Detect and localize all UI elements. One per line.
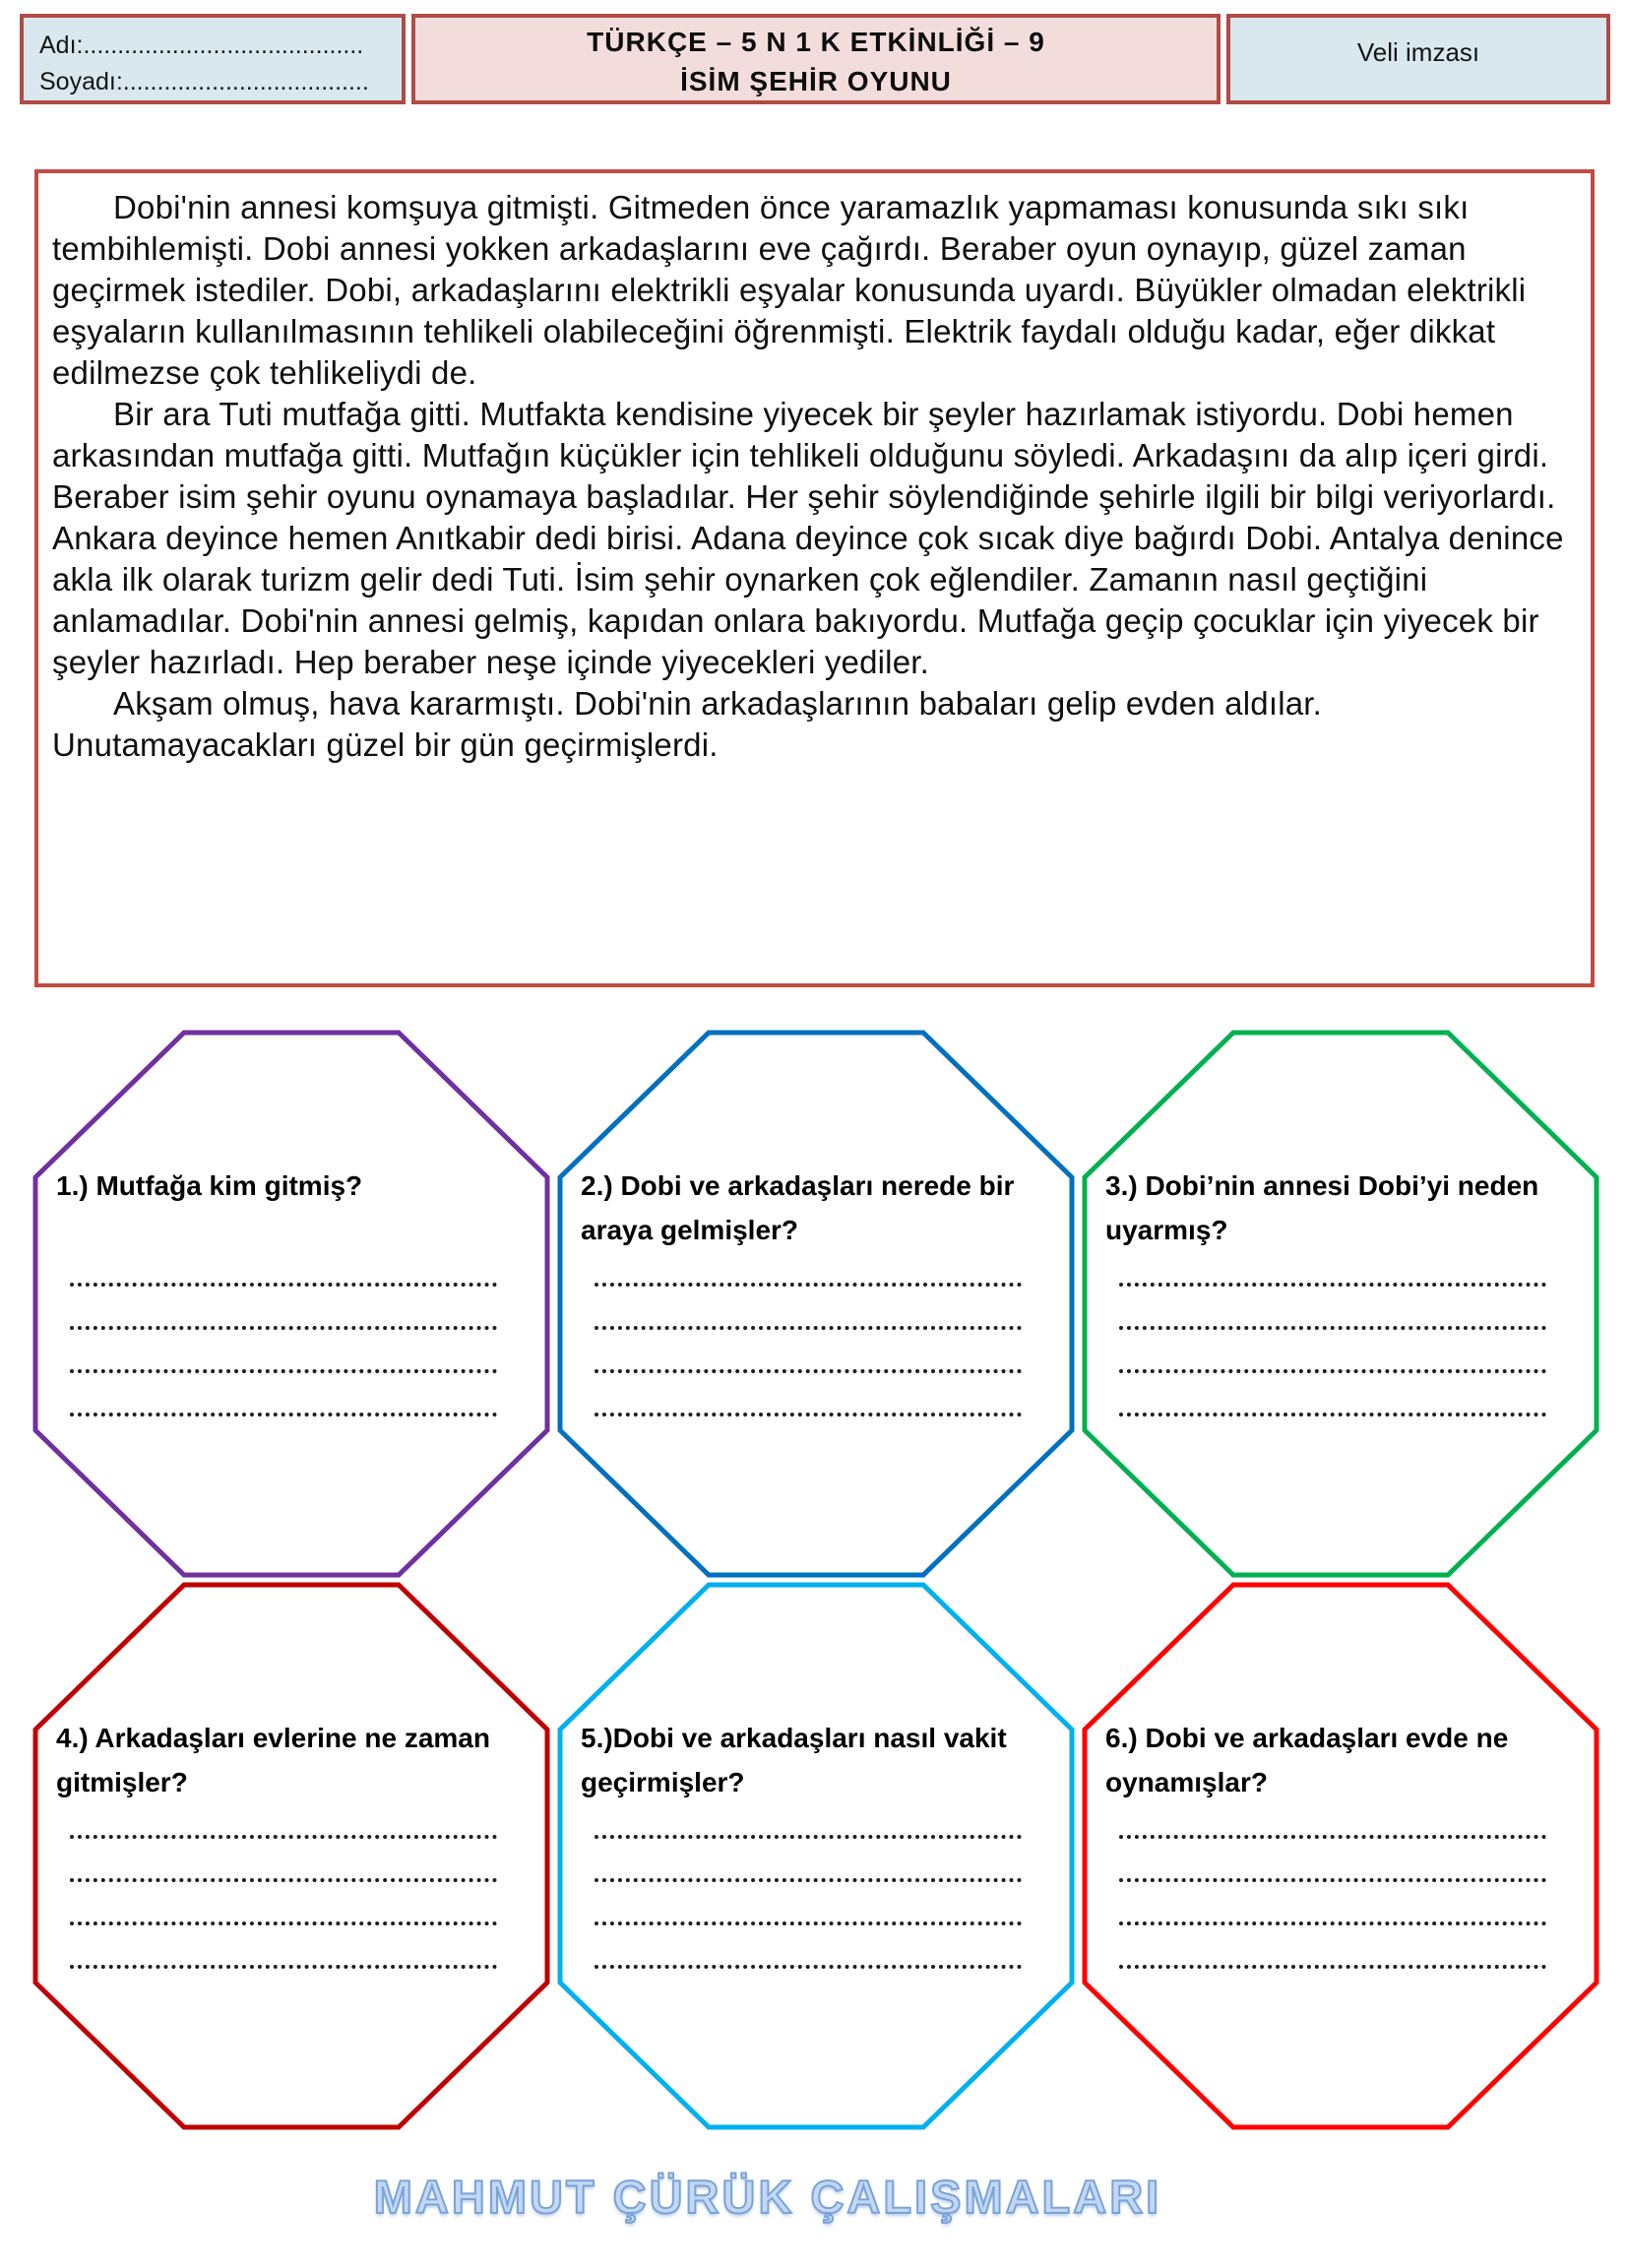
answer-line[interactable] (70, 1873, 497, 1882)
story-paragraph: Dobi'nin annesi komşuya gitmişti. Gitmeden önce yaramazlık yapmaması konusunda sıkı sıkı tembihlemişti. Dobi annesi yokken arkadaşlarını eve çağırdı. Beraber oyun oynayıp, güzel zaman geçirmek istediler. Dobi, arkadaşlarını elektrikli eşyalar konusunda uyardı. Büyükler olmadan elektrikli eşyaların kullanılmasının tehlikeli olabileceğini öğrenmişti. Elektrik faydalı olduğu kadar, eğer dikkat edilmezse çok tehlikeliydi de. (52, 189, 1527, 391)
answer-line[interactable] (595, 1960, 1022, 1969)
question-label: 4.) Arkadaşları evlerine ne zaman gitmişler? (56, 1723, 490, 1797)
answer-line[interactable] (1119, 1321, 1546, 1330)
question-octagon-2 (557, 1030, 1075, 1578)
answer-line[interactable] (70, 1278, 497, 1287)
question-octagon-1 (32, 1030, 550, 1578)
story-paragraph: Akşam olmuş, hava kararmıştı. Dobi'nin arkadaşlarının babaları gelip evden aldılar. Unutamayacakları güzel bir gün geçirmişlerdi. (52, 685, 1323, 763)
story-paragraph: Bir ara Tuti mutfağa gitti. Mutfakta kendisine yiyecek bir şeyler hazırlamak istiyordu. Dobi hemen arkasından mutfağa gitti. Mutfağın küçükler için tehlikeli olduğunu söyledi. Arkadaşını da alıp içeri girdi. Beraber isim şehir oyunu oynamaya başladılar. Her şehir söylendiğinde şehirle ilgili bir bilgi veriyorlardı. Ankara deyince hemen Anıtkabir dedi birisi. Adana deyince çok sıcak diye bağırdı Dobi. Antalya denince akla ilk olarak turizm gelir dedi Tuti. İsim şehir oynarken çok eğlendiler. Zamanın nasıl geçtiğini anlamadılar. Dobi'nin annesi gelmiş, kapıdan onlara bakıyordu. Mutfağa geçip çocuklar için yiyecek bir şeyler hazırladı. Hep beraber neşe içinde yiyecekleri yediler. (52, 396, 1564, 680)
answer-line[interactable] (70, 1917, 497, 1925)
credit-text: MAHMUT ÇÜRÜK ÇALIŞMALARI (373, 2171, 1162, 2223)
octagon-outline (32, 1582, 550, 2130)
answer-line[interactable] (595, 1278, 1022, 1287)
answer-line[interactable] (595, 1321, 1022, 1330)
answer-line[interactable] (1119, 1278, 1546, 1287)
answer-line[interactable] (1119, 1917, 1546, 1925)
answer-line[interactable] (70, 1408, 497, 1417)
answer-line[interactable] (70, 1321, 497, 1330)
answer-line[interactable] (1119, 1830, 1546, 1839)
parent-signature-label: Veli imzası (1356, 37, 1480, 67)
question-label: 1.) Mutfağa kim gitmiş? (56, 1170, 363, 1201)
answer-line[interactable] (1119, 1408, 1546, 1417)
answer-line[interactable] (595, 1364, 1022, 1373)
octagon-outline (557, 1582, 1075, 2130)
worksheet-title: TÜRKÇE – 5 N 1 K ETKİNLİĞİ – 9 (587, 27, 1045, 57)
octagon-outline (32, 1030, 550, 1578)
answer-line[interactable] (1119, 1960, 1546, 1969)
answer-line[interactable] (595, 1408, 1022, 1417)
answer-line[interactable] (70, 1364, 497, 1373)
octagon-outline (557, 1030, 1075, 1578)
answer-line[interactable] (70, 1830, 497, 1839)
question-label: 2.) Dobi ve arkadaşları nerede bir araya gelmişler? (581, 1170, 1015, 1245)
surname-field[interactable]: Soyadı:.................................... (39, 68, 369, 95)
question-octagon-5 (557, 1582, 1075, 2130)
question-label: 6.) Dobi ve arkadaşları evde ne oynamışlar? (1105, 1723, 1509, 1797)
question-label: 5.)Dobi ve arkadaşları nasıl vakit geçirmişler? (581, 1723, 1007, 1797)
name-field[interactable]: Adı:......................................... (39, 32, 364, 59)
question-octagon-3 (1082, 1030, 1599, 1578)
answer-line[interactable] (70, 1960, 497, 1969)
worksheet-subtitle: İSİM ŞEHİR OYUNU (680, 66, 952, 96)
octagon-outline (1082, 1582, 1599, 2130)
question-octagon-4 (32, 1582, 550, 2130)
answer-line[interactable] (595, 1830, 1022, 1839)
octagon-outline (1082, 1030, 1599, 1578)
answer-line[interactable] (595, 1873, 1022, 1882)
answer-line[interactable] (595, 1917, 1022, 1925)
question-label: 3.) Dobi’nin annesi Dobi’yi neden uyarmış? (1105, 1170, 1539, 1245)
answer-line[interactable] (1119, 1364, 1546, 1373)
answer-line[interactable] (1119, 1873, 1546, 1882)
question-octagon-6 (1082, 1582, 1599, 2130)
